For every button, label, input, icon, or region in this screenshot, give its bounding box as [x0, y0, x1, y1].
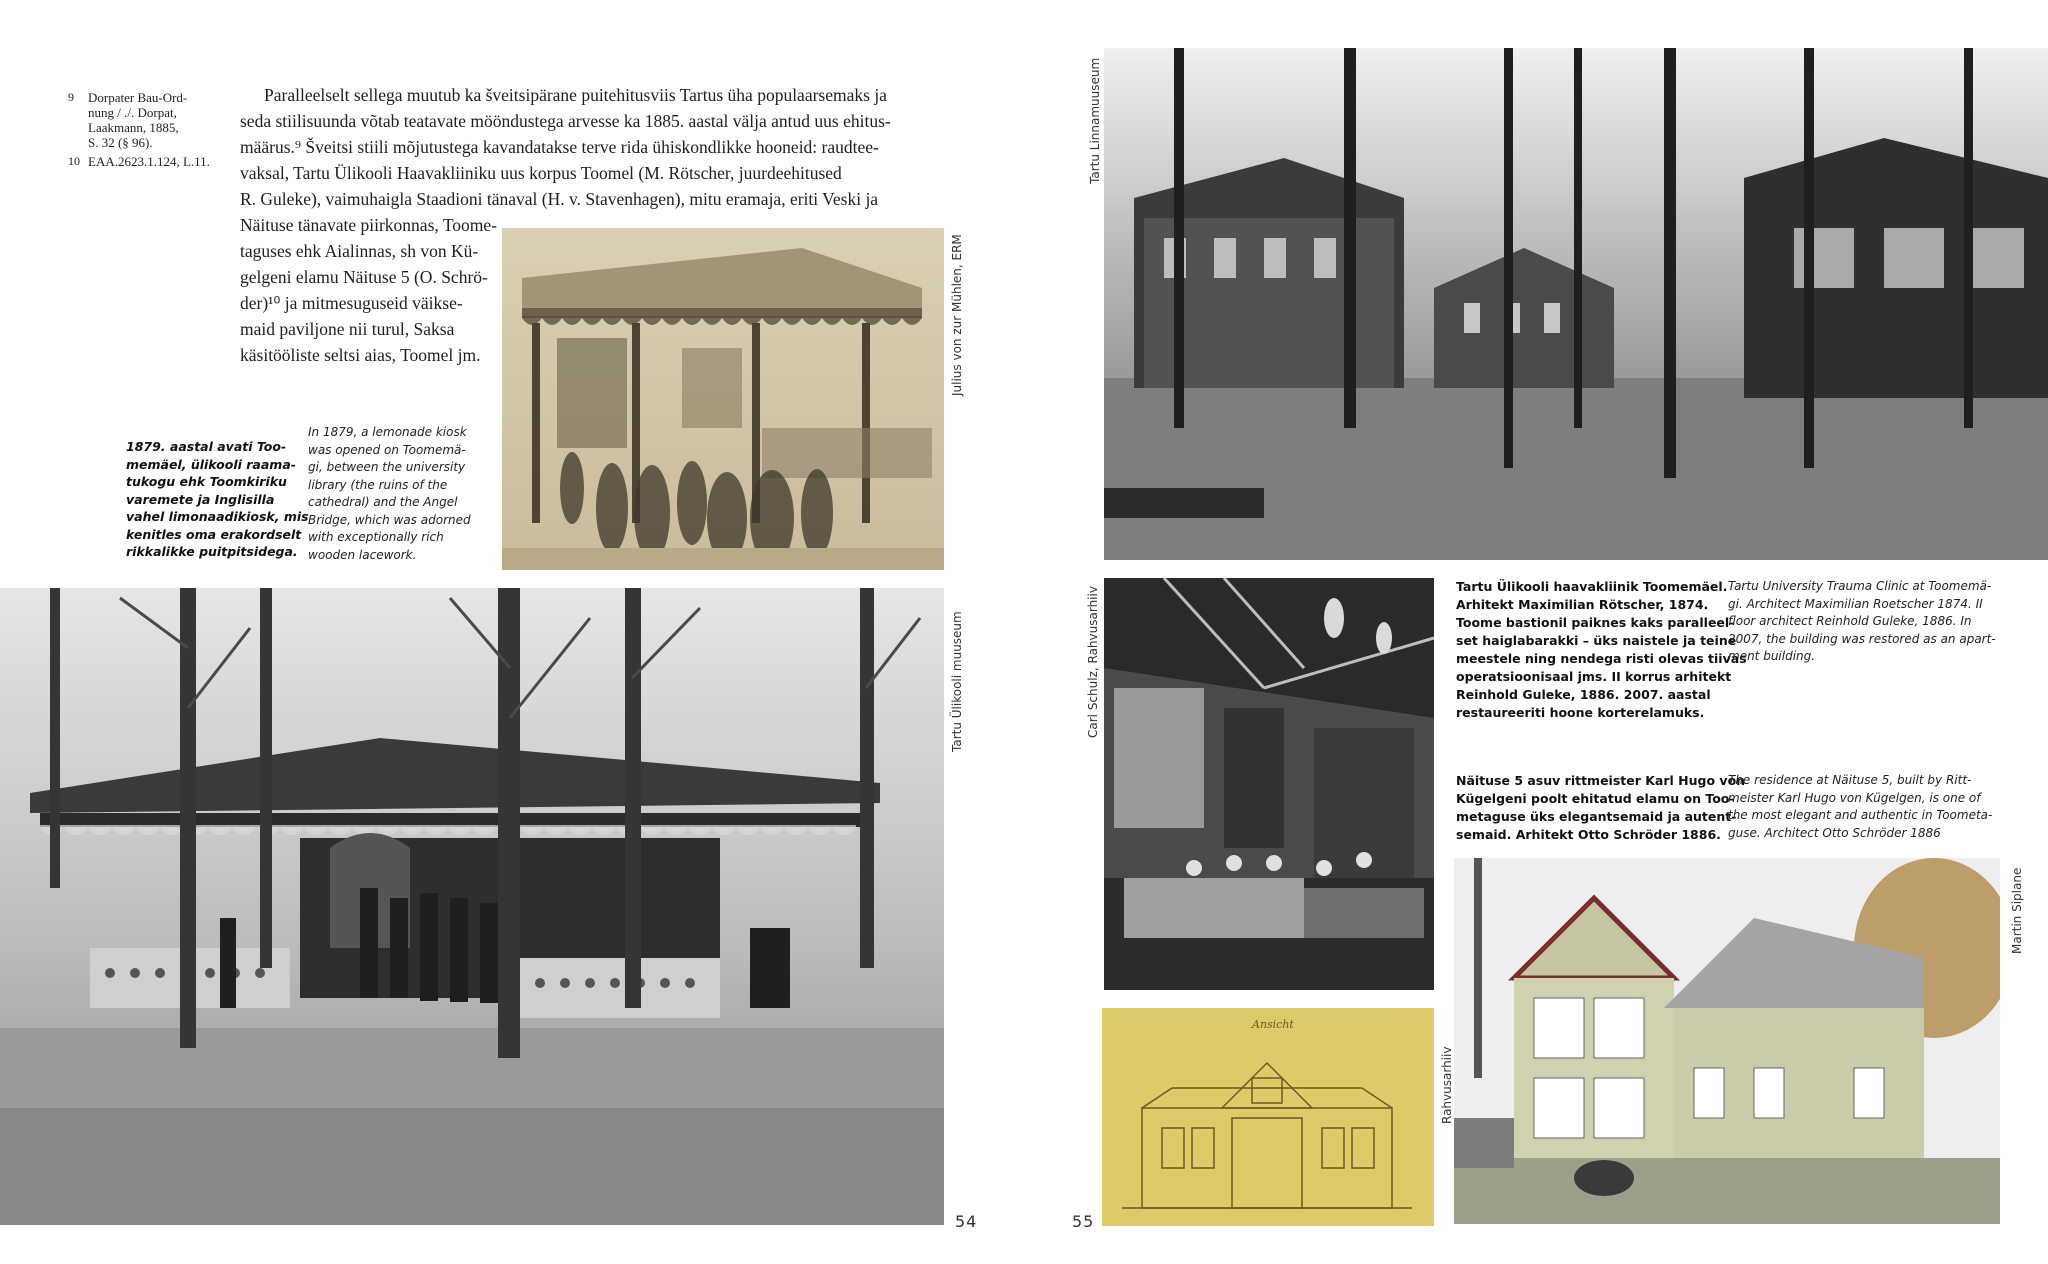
- clinic-caption-en: Tartu University Trauma Clinic at Toomemä- gi. Architect Maximilian Roetscher 1874. II floor architect Reinhold Guleke, 1886. In 2007, the building was restored as an apart- ment building.: [1728, 579, 1996, 663]
- body-line: määrus.⁹ Šveitsi stiili mõjutustega kavandatakse terve rida ühiskondlikke hooneid: raudtee-: [240, 137, 879, 157]
- drawing-credit: Julius von zur Mühlen, ERM: [950, 234, 964, 396]
- body-line: der)¹⁰ ja mitmesuguseid väikse-: [240, 293, 463, 313]
- house-photo-image: [1454, 858, 2000, 1224]
- body-line: käsitööliste seltsi aias, Toomel jm.: [240, 345, 481, 365]
- body-line: Näituse tänavate piirkonnas, Toome-: [240, 215, 497, 235]
- footnote-text: Dorpater Bau-Ord- nung / ./. Dorpat, Laakmann, 1885, S. 32 (§ 96).: [88, 90, 188, 150]
- house-caption-et: Näituse 5 asuv rittmeister Karl Hugo von Kügelgeni poolt ehitatud elamu on Too- metaguse üks elegantsemaid ja autent- semaid. Arhitekt Otto Schröder 1886.: [1456, 773, 1746, 842]
- body-line: vaksal, Tartu Ülikooli Haavakliiniku uus korpus Toomel (M. Rötscher, juurdeehitused: [240, 163, 842, 183]
- kiosk-drawing-image: [502, 228, 944, 570]
- elevation-drawing-image: [1102, 1008, 1434, 1226]
- body-line: taguses ehk Aialinnas, sh von Kü-: [240, 241, 479, 261]
- elevation-label: Ansicht: [1252, 1018, 1294, 1031]
- footnote-9: [68, 90, 188, 152]
- footnote-number: 10: [68, 154, 80, 168]
- body-line: Paralleelselt sellega muutub ka šveitsipärane puitehitusviis Tartus üha populaarsemaks ja: [264, 85, 887, 105]
- ward-photo-credit: Carl Schulz, Rahvusarhiiv: [1086, 586, 1100, 738]
- kiosk-photo-image: [0, 588, 944, 1225]
- clinic-photo-image: [1104, 48, 2048, 560]
- body-line: gelgeni elamu Näituse 5 (O. Schrö-: [240, 267, 488, 287]
- kiosk-caption-en: In 1879, a lemonade kiosk was opened on Toomemä- gi, between the university library (the ruins of the cathedral) and the Angel Bridge, which was adorned with exceptionally rich wooden lacework.: [308, 425, 471, 562]
- ward-photo-image: [1104, 578, 1434, 990]
- clinic-photo-credit: Tartu Linnamuuseum: [1088, 57, 1102, 184]
- footnote-text: EAA.2623.1.124, L.11.: [88, 154, 210, 169]
- kiosk-photo-credit: Tartu Ülikooli muuseum: [950, 611, 964, 752]
- kiosk-caption-et: 1879. aastal avati Too- memäel, ülikooli raama- tukogu ehk Toomkiriku varemete ja Inglisilla vahel limonaadikiosk, mis kenitles oma erakordselt rikkalikke puitpitsidega.: [126, 439, 309, 559]
- page-number-left: 54: [955, 1212, 978, 1231]
- elevation-credit: Rahvusarhiiv: [1440, 1046, 1454, 1124]
- body-line: seda stiilisuunda võtab teatavate mööndustega arvesse ka 1885. aastal välja antud uus ehitus-: [240, 111, 891, 131]
- footnote-number: 9: [68, 90, 74, 104]
- footnote-10: [68, 154, 228, 172]
- body-line: maid paviljone nii turul, Saksa: [240, 319, 455, 339]
- house-photo-credit: Martin Siplane: [2010, 867, 2024, 954]
- page-number-right: 55: [1072, 1212, 1095, 1231]
- clinic-caption-et: Tartu Ülikooli haavakliinik Toomemäel. Arhitekt Maximilian Rötscher, 1874. Toome bastionil paiknes kaks paralleel- set haiglabarakki – üks naistele ja teine meestele ning nendega risti olevas tiivas operatsioonisaal jms. II korrus arhitekt Reinhold Guleke, 1886. 2007. aastal restaureeriti hoone korterelamuks.: [1456, 579, 1747, 720]
- body-line: R. Guleke), vaimuhaigla Staadioni tänaval (H. v. Stavenhagen), mitu eramaja, eriti Veski ja: [240, 189, 879, 209]
- house-caption-en: The residence at Näituse 5, built by Ritt- meister Karl Hugo von Kügelgen, is one of the most elegant and authentic in Toometa- guse. Architect Otto Schröder 1886: [1728, 773, 1993, 840]
